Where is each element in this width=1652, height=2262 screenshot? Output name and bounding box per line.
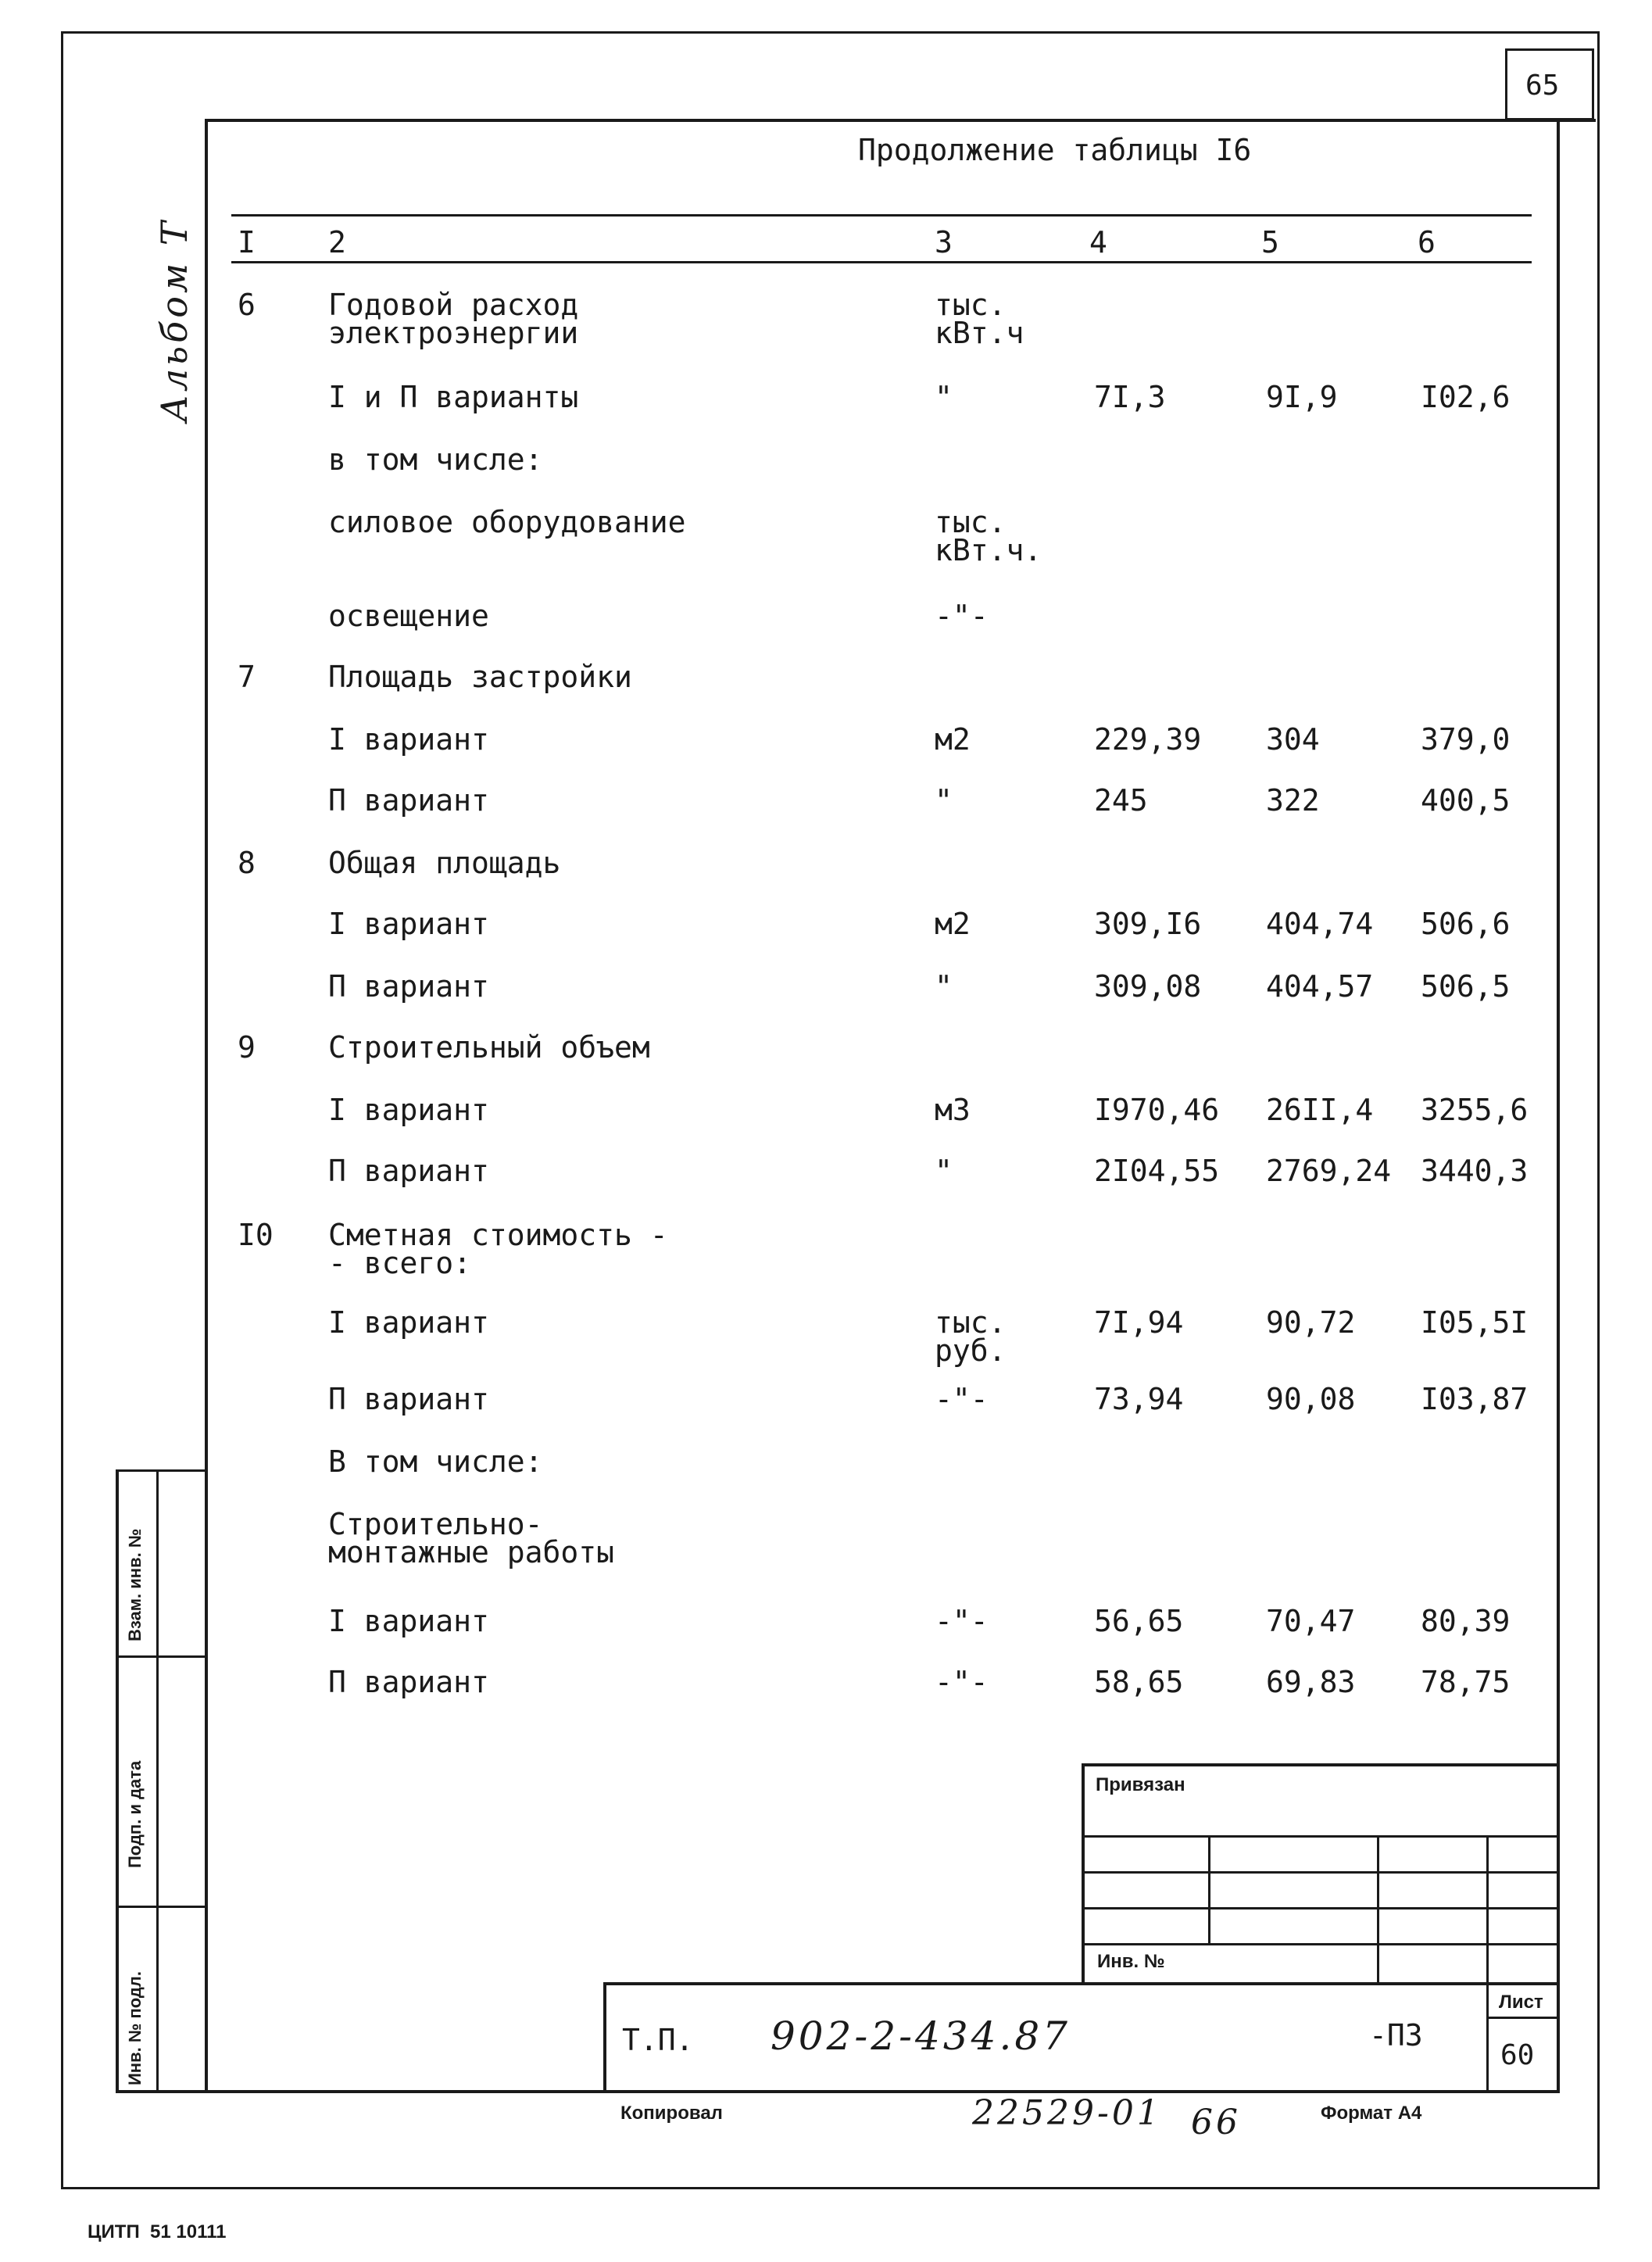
table-cell-num: 7	[238, 660, 256, 694]
table-cell-name: в том числе:	[328, 442, 543, 477]
table-cell-name: П вариант	[328, 1154, 489, 1188]
column-header: 6	[1418, 225, 1436, 259]
stamp-list-label: Лист	[1499, 1992, 1543, 2013]
table-cell-v6: 78,75	[1421, 1665, 1511, 1699]
table-cell-v5: 70,47	[1266, 1604, 1356, 1638]
stamp-kopiroval: Копировал	[620, 2103, 723, 2124]
table-cell-unit: м2	[935, 907, 971, 941]
table-cell-name: Сметная стоимость - - всего:	[328, 1218, 668, 1280]
table-cell-unit: тыс. руб.	[935, 1305, 1007, 1368]
table-cell-name: П вариант	[328, 1382, 489, 1416]
table-cell-name: П вариант	[328, 783, 489, 818]
table-cell-name: освещение	[328, 599, 489, 633]
table-cell-unit: тыс. кВт.ч	[935, 288, 1024, 350]
column-header: 2	[328, 225, 346, 259]
column-header: 3	[935, 225, 953, 259]
table-cell-name: Строительный объем	[328, 1030, 650, 1065]
table-cell-v4: I970,46	[1094, 1093, 1220, 1127]
table-cell-v6: I02,6	[1421, 380, 1511, 414]
table-cell-v6: I03,87	[1421, 1382, 1529, 1416]
table-cell-v5: 90,08	[1266, 1382, 1356, 1416]
table-cell-v4: 245	[1094, 783, 1148, 818]
table-cell-name: Общая площадь	[328, 846, 561, 880]
table-cell-v6: 379,0	[1421, 722, 1511, 757]
table-cell-unit: "	[935, 1154, 953, 1188]
table-cell-name: I вариант	[328, 1305, 489, 1340]
table-cell-v5: 2769,24	[1266, 1154, 1392, 1188]
side-field-podp-data: Подп. и дата	[125, 1760, 145, 1868]
table-cell-unit: "	[935, 969, 953, 1004]
table-cell-v5: 90,72	[1266, 1305, 1356, 1340]
table-cell-name: Годовой расход электроэнергии	[328, 288, 579, 350]
table-cell-num: 9	[238, 1030, 256, 1065]
table-cell-unit: -"-	[935, 1604, 989, 1638]
table-cell-v5: 304	[1266, 722, 1320, 757]
table-cell-name: В том числе:	[328, 1444, 543, 1479]
table-cell-v4: 309,08	[1094, 969, 1202, 1004]
table-cell-v4: 2I04,55	[1094, 1154, 1220, 1188]
table-cell-v4: 7I,3	[1094, 380, 1166, 414]
footer-code: ЦИТП 51 10111	[88, 2221, 227, 2242]
table-cell-name: I вариант	[328, 1093, 489, 1127]
table-cell-v5: 9I,9	[1266, 380, 1338, 414]
table-cell-num: 8	[238, 846, 256, 880]
table-cell-name: I и П варианты	[328, 380, 579, 414]
table-cell-v6: I05,5I	[1421, 1305, 1529, 1340]
stamp-format: Формат А4	[1321, 2103, 1422, 2124]
stamp-doc-prefix: Т.П.	[622, 2023, 694, 2057]
table-cell-num: I0	[238, 1218, 274, 1252]
column-header: 4	[1089, 225, 1107, 259]
table-cell-v6: 80,39	[1421, 1604, 1511, 1638]
table-cell-v4: 73,94	[1094, 1382, 1184, 1416]
table-cell-name: I вариант	[328, 722, 489, 757]
table-cell-name: Строительно- монтажные работы	[328, 1507, 615, 1569]
table-cell-name: П вариант	[328, 1665, 489, 1699]
table-cell-unit: "	[935, 380, 953, 414]
table-cell-unit: тыс. кВт.ч.	[935, 505, 1042, 567]
table-cell-name: I вариант	[328, 1604, 489, 1638]
table-cell-v5: 69,83	[1266, 1665, 1356, 1699]
table-cell-v4: 7I,94	[1094, 1305, 1184, 1340]
table-cell-v5: 404,57	[1266, 969, 1374, 1004]
table-cell-v6: 506,6	[1421, 907, 1511, 941]
table-cell-name: I вариант	[328, 907, 489, 941]
table-cell-unit: м3	[935, 1093, 971, 1127]
table-cell-unit: -"-	[935, 599, 989, 633]
table-cell-v4: 309,I6	[1094, 907, 1202, 941]
table-cell-v4: 58,65	[1094, 1665, 1184, 1699]
table-caption: Продолжение таблицы I6	[858, 133, 1252, 167]
column-header: I	[238, 225, 256, 259]
album-label: Альбом Т	[153, 218, 195, 422]
table-cell-v6: 506,5	[1421, 969, 1511, 1004]
table-cell-name: П вариант	[328, 969, 489, 1004]
page-number: 65	[1525, 70, 1560, 102]
table-cell-v6: 400,5	[1421, 783, 1511, 818]
stamp-copy-number: 22529-01	[972, 2093, 1162, 2133]
table-cell-num: 6	[238, 288, 256, 322]
table-cell-v4: 229,39	[1094, 722, 1202, 757]
table-cell-unit: -"-	[935, 1665, 989, 1699]
table-cell-v5: 404,74	[1266, 907, 1374, 941]
table-cell-unit: -"-	[935, 1382, 989, 1416]
table-cell-v5: 322	[1266, 783, 1320, 818]
stamp-doc-code: 902-2-434.87	[771, 2013, 1071, 2059]
table-cell-v6: 3440,3	[1421, 1154, 1529, 1188]
stamp-privyazan: Привязан	[1096, 1774, 1185, 1795]
stamp-doc-suffix: -ПЗ	[1369, 2018, 1423, 2053]
table-cell-v5: 26II,4	[1266, 1093, 1374, 1127]
side-field-inv-podl: Инв. № подл.	[125, 1971, 145, 2085]
stamp-inv-no: Инв. №	[1097, 1951, 1165, 1972]
table-cell-name: силовое оборудование	[328, 505, 686, 539]
table-cell-unit: м2	[935, 722, 971, 757]
table-cell-name: Площадь застройки	[328, 660, 632, 694]
table-cell-v6: 3255,6	[1421, 1093, 1529, 1127]
side-field-vzam-inv: Взам. инв. №	[125, 1528, 145, 1641]
table-cell-v4: 56,65	[1094, 1604, 1184, 1638]
stamp-copy-sheet: 66	[1191, 2103, 1241, 2142]
stamp-list-number: 60	[1500, 2039, 1535, 2071]
column-header: 5	[1261, 225, 1279, 259]
table-cell-unit: "	[935, 783, 953, 818]
